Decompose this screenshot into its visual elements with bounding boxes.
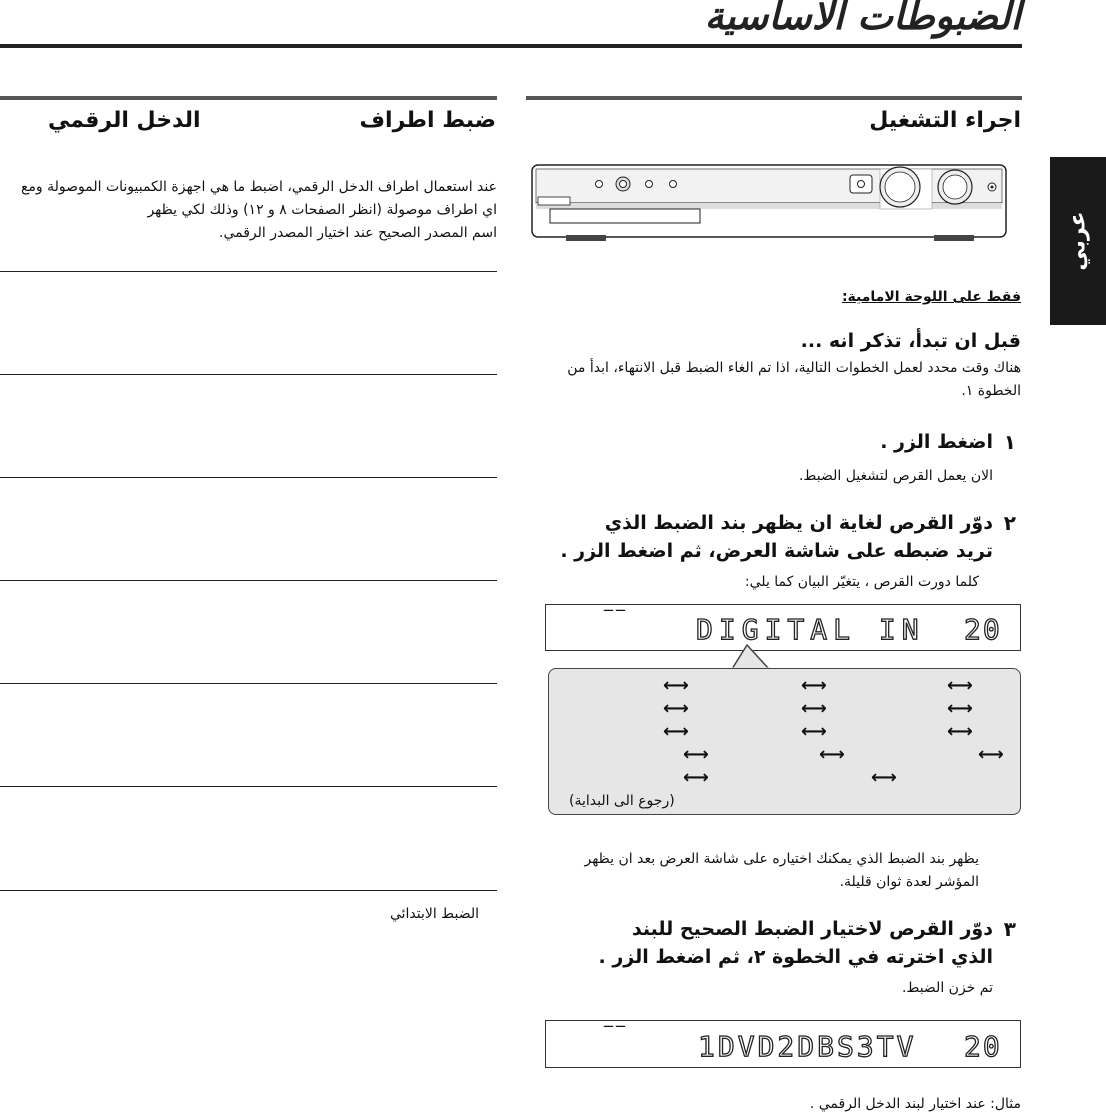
left-heading-right: ضبط اطراف xyxy=(359,108,496,133)
table-row xyxy=(0,580,497,684)
double-arrow-icon: ⟷ xyxy=(819,744,845,765)
step-3-title-line-1: دوّر القرص لاختيار الضبط الصحيح للبند xyxy=(631,918,993,940)
display-sequence-callout xyxy=(548,668,1021,815)
display-1-indicator: ‾‾ xyxy=(604,607,628,628)
table-row xyxy=(0,477,497,581)
receiver-front-panel-illustration xyxy=(530,163,1010,243)
table-row xyxy=(0,374,497,478)
step-1-title: اضغط الزر . xyxy=(880,431,993,453)
left-intro-line-1: عند استعمال اطراف الدخل الرقمي، اضبط ما هي اجهزة الكمبيونات الموصولة ومع xyxy=(20,179,497,195)
double-arrow-icon: ⟷ xyxy=(947,698,973,719)
example-line: مثال: عند اختيار لبند الدخل الرقمي . xyxy=(809,1096,1021,1112)
right-heading: اجراء التشغيل xyxy=(869,108,1021,133)
before-text-line-1: هناك وقت محدد لعمل الخطوات التالية، اذا تم الغاء الضبط قبل الانتهاء، ابدأ من xyxy=(567,360,1021,376)
initial-setting-note: الضبط الابتدائي xyxy=(389,906,479,922)
double-arrow-icon: ⟷ xyxy=(663,675,689,696)
step-3-number: ٣ xyxy=(1003,917,1016,941)
table-row xyxy=(0,786,497,891)
double-arrow-icon: ⟷ xyxy=(801,698,827,719)
step-3-note: تم خزن الضبط. xyxy=(901,980,993,996)
before-text-line-2: الخطوة ١. xyxy=(961,383,1021,399)
double-arrow-icon: ⟷ xyxy=(871,767,897,788)
double-arrow-icon: ⟷ xyxy=(947,721,973,742)
step-1-note: الان يعمل القرص لتشغيل الضبط. xyxy=(798,468,993,484)
after-note-line-2: المؤشر لعدة ثوان قليلة. xyxy=(839,874,979,890)
left-heading-left: الدخل الرقمي xyxy=(48,108,201,133)
page-title: الضبوطات الاساسية xyxy=(704,0,1021,38)
front-panel-only: فقط على اللوحة الامامية: xyxy=(841,289,1021,305)
language-side-tab: عربي xyxy=(1050,157,1106,325)
double-arrow-icon: ⟷ xyxy=(801,675,827,696)
title-rule xyxy=(0,44,1022,48)
left-intro-line-2: اي اطراف موصولة (انظر الصفحات ٨ و ١٢) وذلك لكي يظهر xyxy=(147,202,497,218)
step-2-note: كلما دورت القرص ، يتغيّر البيان كما يلي: xyxy=(744,574,979,590)
display-2-text: 1DVD2DBS3TV xyxy=(698,1030,917,1063)
double-arrow-icon: ⟷ xyxy=(801,721,827,742)
double-arrow-icon: ⟷ xyxy=(683,744,709,765)
double-arrow-icon: ⟷ xyxy=(663,721,689,742)
after-note-line-1: يظهر بند الضبط الذي يمكنك اختياره على شاشة العرض بعد ان يظهر xyxy=(584,851,979,867)
step-2-number: ٢ xyxy=(1003,511,1016,535)
display-2-indicator: ‾‾ xyxy=(604,1023,628,1044)
display-1-number: 20 xyxy=(964,613,1002,646)
double-arrow-icon: ⟷ xyxy=(947,675,973,696)
before-start-heading: قبل ان تبدأ، تذكر انه ... xyxy=(800,330,1021,352)
display-2-number: 20 xyxy=(964,1030,1002,1063)
right-column-rule xyxy=(526,96,1022,100)
table-row xyxy=(0,271,497,375)
table-row xyxy=(0,683,497,787)
callout-pointer xyxy=(725,644,785,670)
step-2-title-line-2: تريد ضبطه على شاشة العرض، ثم اضغط الزر . xyxy=(560,540,993,562)
double-arrow-icon: ⟷ xyxy=(663,698,689,719)
display-panel-2 xyxy=(545,1020,1021,1068)
return-to-start-label: (رجوع الى البداية) xyxy=(569,793,675,809)
double-arrow-icon: ⟷ xyxy=(978,744,1004,765)
left-column-rule xyxy=(0,96,497,100)
step-3-title-line-2: الذي اخترته في الخطوة ٢، ثم اضغط الزر . xyxy=(598,946,993,968)
step-1-number: ١ xyxy=(1003,430,1016,454)
display-1-text: DIGITAL IN xyxy=(696,613,925,646)
double-arrow-icon: ⟷ xyxy=(683,767,709,788)
left-intro-line-3: اسم المصدر الصحيح عند اختيار المصدر الرقمي. xyxy=(219,225,497,241)
step-2-title-line-1: دوّر القرص لغاية ان يظهر بند الضبط الذي xyxy=(604,512,993,534)
